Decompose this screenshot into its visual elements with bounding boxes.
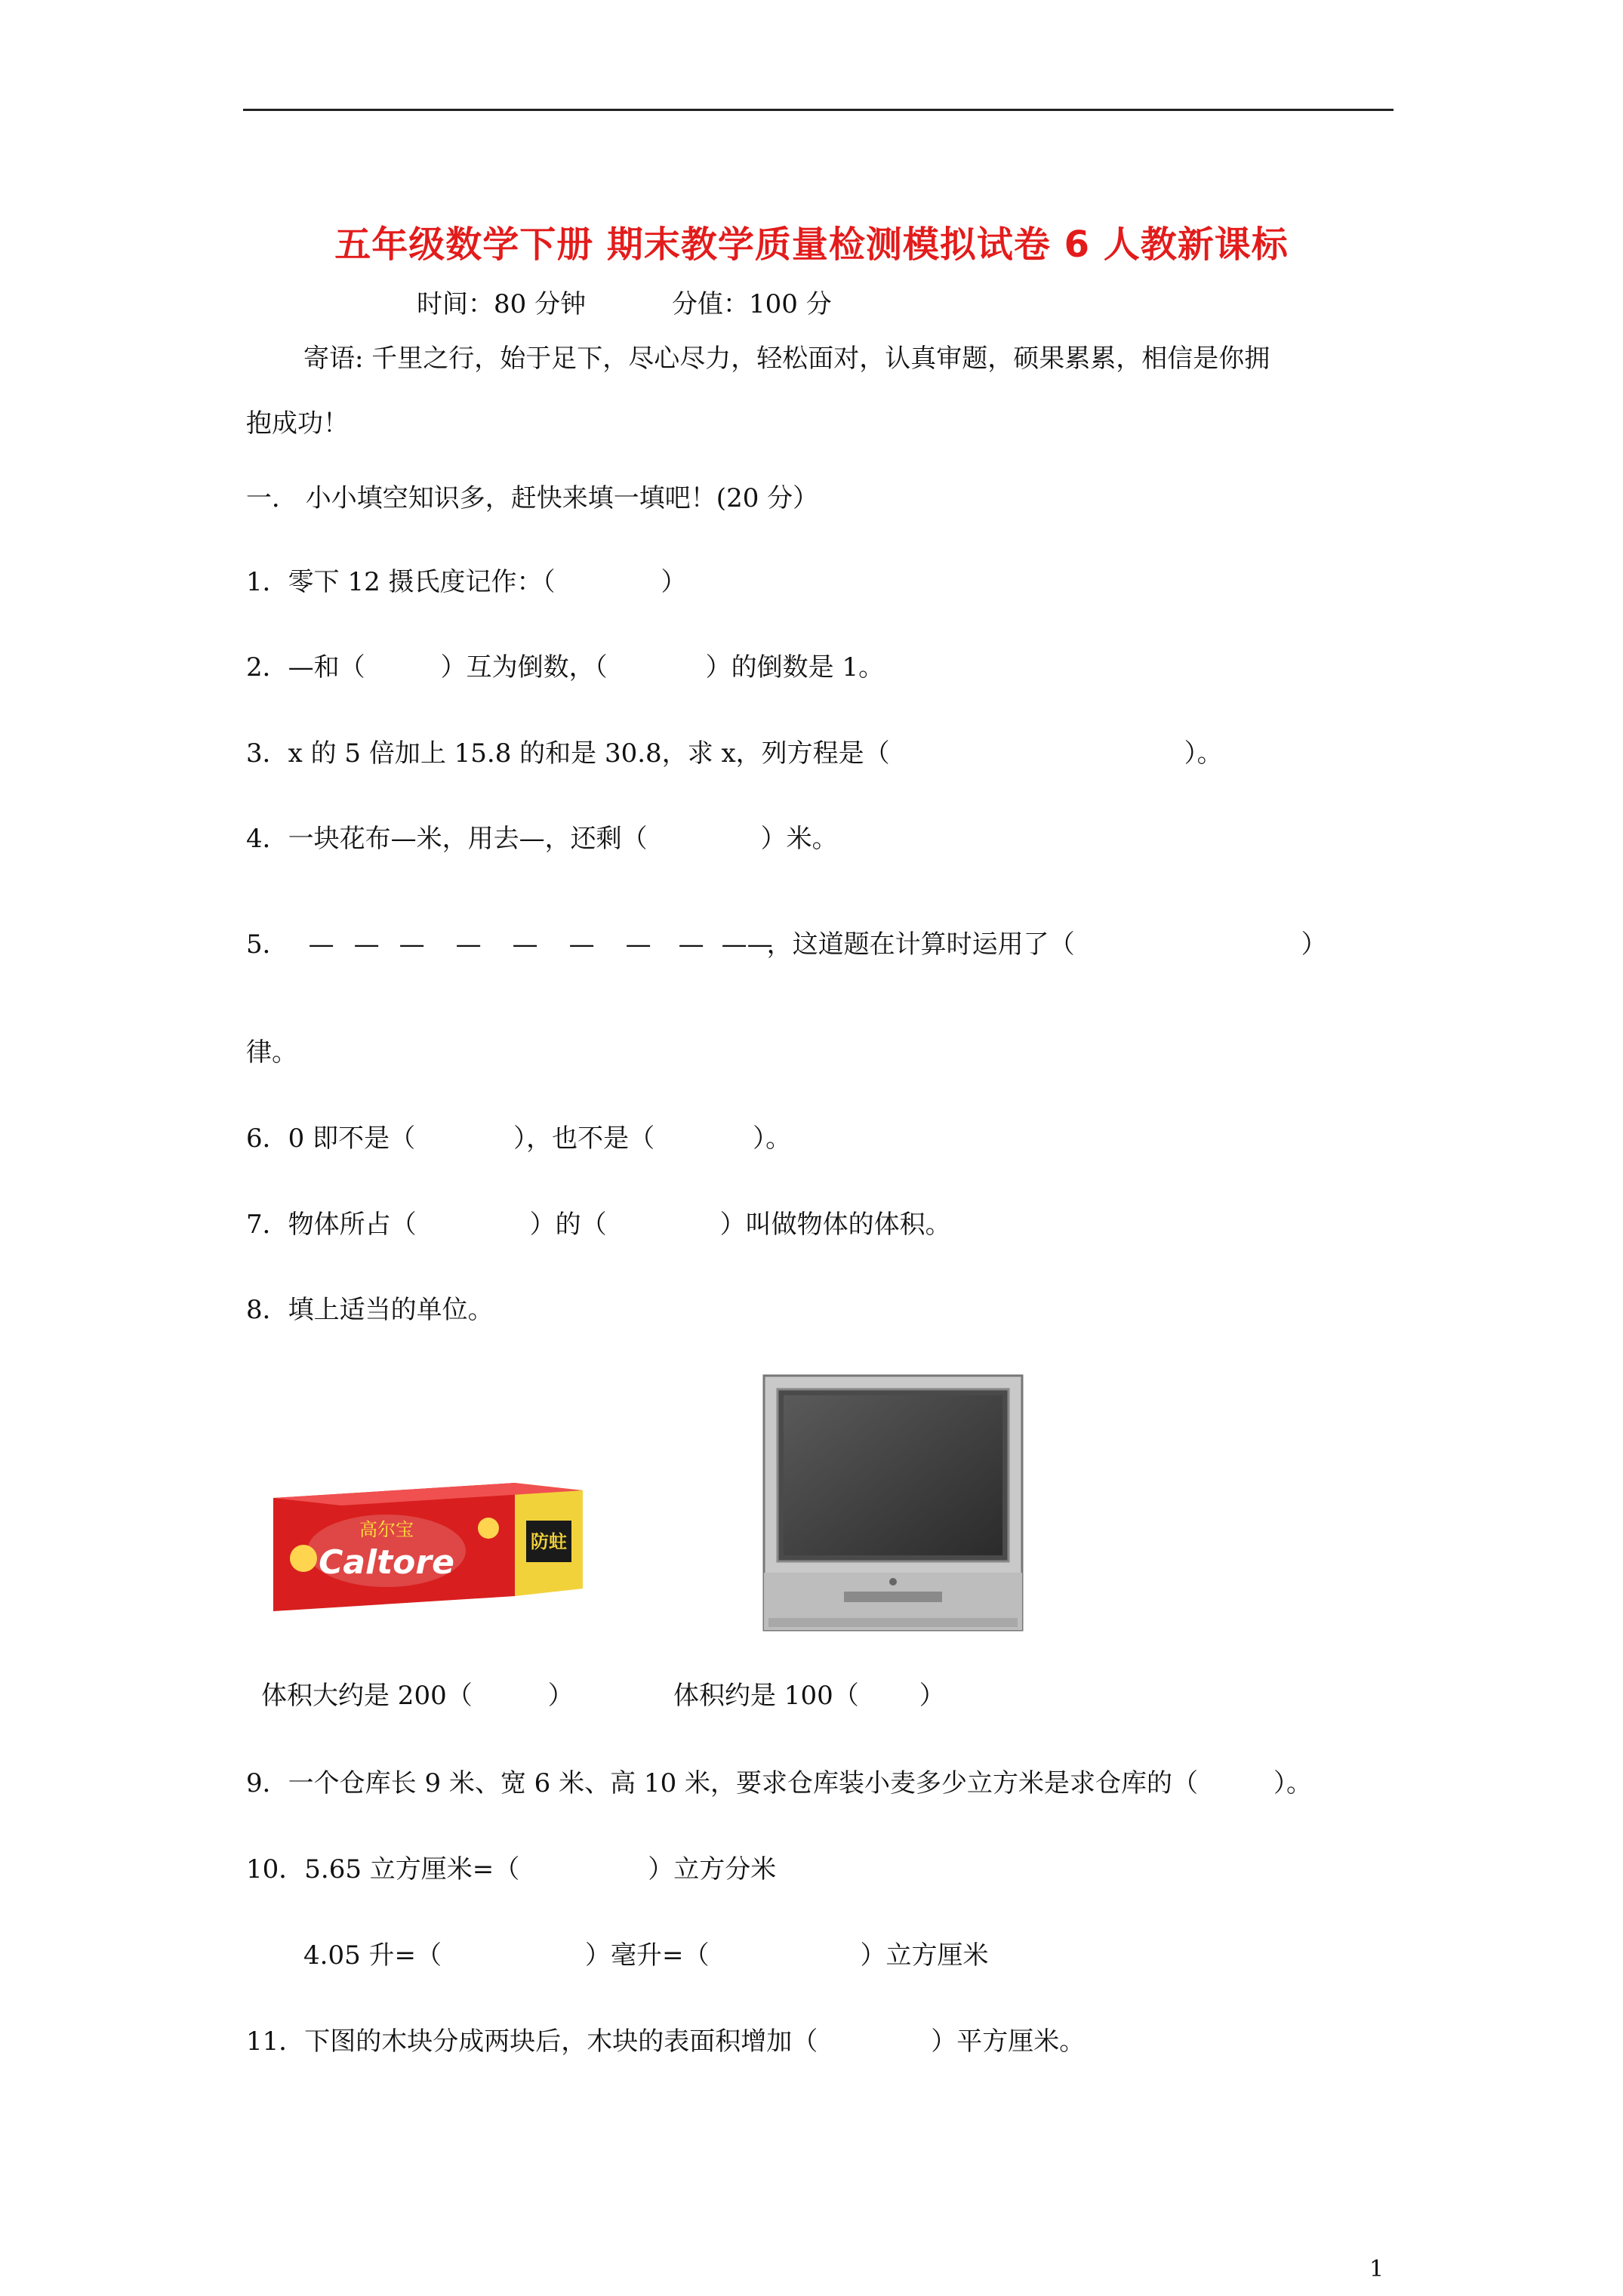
page-title: 五年级数学下册 期末教学质量检测模拟试卷 6 人教新课标 bbox=[334, 223, 1289, 266]
fraction-bar: — bbox=[568, 929, 595, 960]
question-8: 8．填上适当的单位。 bbox=[246, 1295, 494, 1325]
q2-text-c: ）互为倒数，（ bbox=[440, 652, 608, 683]
question-8-label-left bbox=[261, 1679, 574, 1712]
q7-text-b: ）的（ bbox=[529, 1210, 607, 1240]
question-9 bbox=[246, 1767, 1312, 1800]
q11-text: 11．下图的木块分成两块后，木块的表面积增加（ bbox=[246, 2026, 818, 2057]
q3-text: 3．x 的 5 倍加上 15.8 的和是 30.8，求 x，列方程是（ bbox=[246, 738, 890, 769]
fraction-bar: — bbox=[519, 824, 545, 854]
exam-score: 分值：100 分 bbox=[672, 289, 832, 319]
q8-left-text: 体积大约是 200（ bbox=[261, 1681, 473, 1711]
q6-text-a: 6．0 即不是（ bbox=[246, 1123, 416, 1154]
q7-text-c: ）叫做物体的体积。 bbox=[719, 1210, 951, 1240]
q10-text-b: ）立方分米 bbox=[648, 1854, 777, 1885]
exam-time: 时间：80 分钟 bbox=[417, 289, 587, 319]
fraction-bar: — bbox=[308, 929, 334, 960]
q4-text-b: 米，用去 bbox=[416, 824, 519, 854]
q8-right-text: 体积约是 100（ bbox=[673, 1681, 859, 1711]
fraction-bar: — bbox=[399, 929, 425, 960]
message-line-1: 寄语: 千里之行，始于足下，尽心尽力，轻松面对，认真审题，硕果累累，相信是你拥 bbox=[303, 344, 1270, 374]
page-number: 1 bbox=[1369, 2256, 1384, 2282]
fraction-bar: — bbox=[625, 929, 651, 960]
question-10-continued bbox=[303, 1939, 989, 1972]
question-3 bbox=[246, 737, 1223, 770]
fraction-bar: — bbox=[390, 824, 417, 854]
q9-close: ）。 bbox=[1273, 1768, 1313, 1798]
q5-num: 5． bbox=[246, 929, 288, 960]
fraction-bar: — bbox=[512, 929, 538, 960]
q8-right-close: ） bbox=[919, 1681, 945, 1711]
question-5 bbox=[246, 928, 1327, 961]
fraction-bar: —— bbox=[721, 929, 773, 960]
q2-num: 2． bbox=[246, 652, 288, 683]
question-11 bbox=[246, 2025, 1085, 2058]
q6-text-c: ）。 bbox=[753, 1123, 792, 1154]
q10-text-e: ）立方厘米 bbox=[860, 1940, 989, 1971]
question-6 bbox=[246, 1122, 791, 1155]
section-heading: 一． 小小填空知识多，赶快来填一填吧！(20 分） bbox=[246, 483, 819, 513]
q5-text-b: ，这道题在计算时运用了（ bbox=[766, 929, 1075, 960]
q3-close: ）。 bbox=[1184, 738, 1223, 769]
television-image bbox=[761, 1373, 1025, 1633]
toothpaste-brand: Caltore bbox=[319, 1543, 454, 1582]
message-line-2: 抱成功！ bbox=[246, 408, 349, 439]
q1-close: ） bbox=[661, 567, 687, 597]
question-4 bbox=[246, 822, 838, 855]
q10-text-a: 10．5.65 立方厘米=（ bbox=[246, 1854, 520, 1885]
q4-text-d: ）米。 bbox=[760, 824, 838, 854]
question-5-continued: 律。 bbox=[246, 1037, 297, 1068]
fraction-bar: — bbox=[288, 652, 314, 683]
question-2 bbox=[246, 651, 884, 684]
toothpaste-brand-cn: 高尔宝 bbox=[359, 1519, 414, 1540]
toothpaste-box-image bbox=[273, 1468, 587, 1619]
q2-text-b: 和（ bbox=[313, 652, 365, 683]
question-8-label-right bbox=[673, 1679, 945, 1712]
q11-close: ）平方厘米。 bbox=[931, 2026, 1086, 2057]
toothpaste-badge: 防蛀 bbox=[531, 1531, 567, 1552]
question-10 bbox=[246, 1853, 776, 1886]
header-rule bbox=[243, 109, 1394, 111]
q7-text-a: 7．物体所占（ bbox=[246, 1210, 417, 1240]
q5-close: ） bbox=[1301, 929, 1327, 960]
question-7 bbox=[246, 1208, 951, 1241]
q6-text-b: ），也不是（ bbox=[513, 1123, 655, 1154]
q4-text-c: ，还剩（ bbox=[544, 824, 648, 854]
q10-text-d: ）毫升=（ bbox=[585, 1940, 710, 1971]
fraction-bar: — bbox=[455, 929, 482, 960]
q1-text: 1．零下 12 摄氏度记作：（ bbox=[246, 567, 556, 597]
q9-text: 9．一个仓库长 9 米、宽 6 米、高 10 米，要求仓库装小麦多少立方米是求仓库的（ bbox=[246, 1768, 1199, 1798]
q2-text-d: ）的倒数是 1。 bbox=[705, 652, 885, 683]
q10-text-c: 4.05 升=（ bbox=[303, 1940, 442, 1971]
question-1 bbox=[246, 566, 687, 599]
q8-left-close: ） bbox=[547, 1681, 574, 1711]
fraction-bar: — bbox=[353, 929, 380, 960]
fraction-bar: — bbox=[678, 929, 704, 960]
q4-text-a: 4．一块花布 bbox=[246, 824, 391, 854]
